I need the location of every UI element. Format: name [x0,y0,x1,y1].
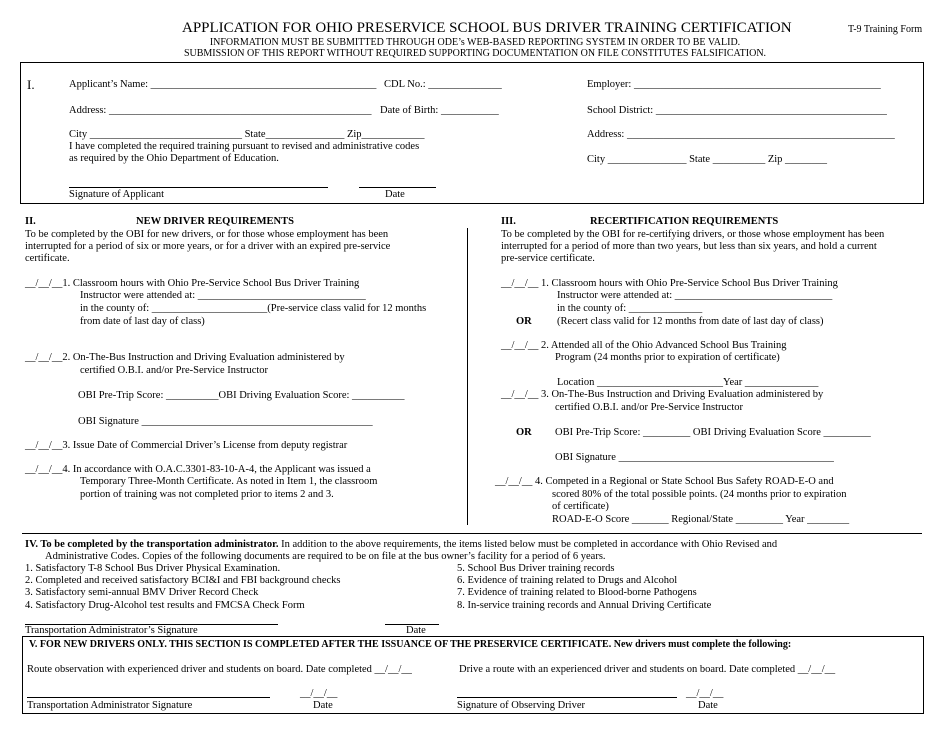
section-5-driver-date-label: Date [698,700,718,711]
section-5-admin-signature-label: Transportation Administrator Signature [27,700,193,711]
recert-item-2-detail: Program (24 months prior to expiration of certificate) [555,352,780,363]
drive-route-field[interactable]: Drive a route with an experienced driver and students on board. Date completed __/__/__ [459,664,836,675]
requirement-item-6: 6. Evidence of training related to Drugs and Alcohol [457,575,678,586]
header-line-2: SUBMISSION OF THIS REPORT WITHOUT REQUIRED SUPPORTING DOCUMENTATION ON FILE CONSTITUTES FALSIFICATION. [183,48,767,59]
requirement-item-4: 4. Satisfactory Drug-Alcohol test results and FMCSA Check Form [25,600,305,611]
admin-date-label: Date [406,625,426,636]
new-driver-obi-scores[interactable]: OBI Pre-Trip Score: __________OBI Driving Evaluation Score: __________ [78,390,405,401]
recert-item-1[interactable]: __/__/__ 1. Classroom hours with Ohio Pre-Service School Bus Driver Training [501,278,838,289]
observing-driver-signature-line[interactable] [457,697,677,698]
section-4-lead: IV. To be completed by the transportation administrator. [25,539,279,550]
section-5-admin-date-field[interactable]: __/__/__ [300,688,338,699]
column-divider [467,228,468,525]
recert-item-3-detail: certified O.B.I. and/or Pre-Service Instructor [555,402,744,413]
date-of-birth-field[interactable]: Date of Birth: ___________ [380,105,499,116]
section-2-intro-3: certificate. [25,253,70,264]
new-driver-item-1-instructor[interactable]: Instructor were attended at: ________________________________ [80,290,366,301]
requirement-item-2: 2. Completed and received satisfactory BCI&I and FBI background checks [25,575,341,586]
section-3-intro-3: pre-service certificate. [501,253,595,264]
recert-or-1: OR [516,316,532,327]
cdl-number-field[interactable]: CDL No.: ______________ [384,79,502,90]
recert-item-4[interactable]: __/__/__ 4. Competed in a Regional or State School Bus Safety ROAD-E-O and [495,476,834,487]
employer-city-state-zip-field[interactable]: City _______________ State __________ Zip ________ [587,154,828,165]
header-line-1: INFORMATION MUST BE SUBMITTED THROUGH ODE’s WEB-BASED REPORTING SYSTEM IN ORDER TO BE VALID. [209,37,741,48]
recert-item-3[interactable]: __/__/__ 3. On-The-Bus Instruction and Driving Evaluation administered by [501,389,824,400]
recert-item-4-line-3: of certificate) [552,501,609,512]
section-3-number: III. [501,216,516,227]
recert-obi-signature[interactable]: OBI Signature _________________________________________ [555,452,834,463]
recert-location-year[interactable]: Location ________________________Year ______________ [557,377,819,388]
new-driver-item-3[interactable]: __/__/__3. Issue Date of Commercial Driver’s License from deputy registrar [25,440,348,451]
applicant-name-field[interactable]: Applicant’s Name: ___________________________________________ [69,79,377,90]
employer-address-field[interactable]: Address: ___________________________________________________ [587,129,895,140]
section-2-intro-1: To be completed by the OBI for new drivers, or for those whose employment has been [25,229,389,240]
recert-item-2[interactable]: __/__/__ 2. Attended all of the Ohio Advanced School Bus Training [501,340,787,351]
section-5-driver-date-field[interactable]: __/__/__ [686,688,724,699]
route-observation-field[interactable]: Route observation with experienced driver and students on board. Date completed __/__/__ [27,664,412,675]
section-4-intro-rest: In addition to the above requirements, the items listed below must be completed in accordance with Ohio Revised and [278,539,778,550]
requirement-item-1: 1. Satisfactory T-8 School Bus Driver Physical Examination. [25,563,281,574]
section-2-heading: NEW DRIVER REQUIREMENTS [136,216,294,227]
form-title: APPLICATION FOR OHIO PRESERVICE SCHOOL BUS DRIVER TRAINING CERTIFICATION [182,20,792,36]
section-4-intro-1 [25,539,777,551]
requirement-item-7: 7. Evidence of training related to Blood-borne Pathogens [457,587,697,598]
applicant-signature-line[interactable] [69,187,328,188]
section-4-top-rule [22,533,922,534]
applicant-signature-label: Signature of Applicant [69,189,165,200]
employer-field[interactable]: Employer: _______________________________________________ [587,79,881,90]
recert-roadeo-fields[interactable]: ROAD-E-O Score _______ Regional/State _________ Year ________ [552,514,850,525]
new-driver-item-4-line-2: Temporary Three-Month Certificate. As noted in Item 1, the classroom [80,476,378,487]
new-driver-item-1-note: from date of last day of class) [80,316,205,327]
certification-statement-2: as required by the Ohio Department of Education. [69,153,279,164]
applicant-address-field[interactable]: Address: __________________________________________________ [69,105,372,116]
section-2-intro-2: interrupted for a period of six or more years, or for a driver with an expired pre-service [25,241,391,252]
recert-item-1-note: (Recert class valid for 12 months from date of last day of class) [557,316,824,327]
applicant-city-state-zip-field[interactable]: City _____________________________ State_______________ Zip____________ [69,129,425,140]
section-4-intro-2: Administrative Codes. Copies of the following documents are required to be on file at the bus owner’s facility for a period of 6 years. [45,551,606,562]
new-driver-item-1[interactable]: __/__/__1. Classroom hours with Ohio Pre-Service School Bus Driver Training [25,278,360,289]
new-driver-item-4[interactable]: __/__/__4. In accordance with O.A.C.3301-83-10-A-4, the Applicant was issued a [25,464,371,475]
section-3-heading: RECERTIFICATION REQUIREMENTS [590,216,779,227]
new-driver-item-2-detail: certified O.B.I. and/or Pre-Service Instructor [80,365,269,376]
recert-item-1-instructor[interactable]: Instructor were attended at: ______________________________ [557,290,833,301]
new-driver-item-4-line-3: portion of training was not completed prior to items 2 and 3. [80,489,334,500]
section-1-number: I. [27,77,35,92]
new-driver-item-2[interactable]: __/__/__2. On-The-Bus Instruction and Driving Evaluation administered by [25,352,345,363]
section-5-admin-signature-line[interactable] [27,697,270,698]
recert-or-2: OR [516,427,532,438]
new-driver-item-1-county[interactable]: in the county of: ______________________(Pre-service class valid for 12 months [80,303,427,314]
admin-signature-label: Transportation Administrator’s Signature [25,625,198,636]
section-5-admin-date-label: Date [313,700,333,711]
section-3-intro-2: interrupted for a period of more than two years, but less than six years, and hold a current [501,241,877,252]
observing-driver-signature-label: Signature of Observing Driver [457,700,586,711]
recert-item-1-county[interactable]: in the county of: ______________ [557,303,703,314]
school-district-field[interactable]: School District: ____________________________________________ [587,105,887,116]
recert-obi-scores[interactable]: OBI Pre-Trip Score: _________ OBI Driving Evaluation Score _________ [555,427,871,438]
section-5-heading: V. FOR NEW DRIVERS ONLY. THIS SECTION IS COMPLETED AFTER THE ISSUANCE OF THE PRESERVICE CERTIFICATE. New drivers must complete the following: [29,639,792,650]
section-2-number: II. [25,216,36,227]
requirement-item-5: 5. School Bus Driver training records [457,563,615,574]
new-driver-obi-signature[interactable]: OBI Signature ____________________________________________ [78,416,373,427]
requirement-item-8: 8. In-service training records and Annual Driving Certificate [457,600,712,611]
applicant-date-label: Date [385,189,405,200]
applicant-date-line[interactable] [359,187,436,188]
recert-item-4-line-2: scored 80% of the total possible points. (24 months prior to expiration [552,489,847,500]
form-id: T-9 Training Form [848,24,923,35]
requirement-item-3: 3. Satisfactory semi-annual BMV Driver Record Check [25,587,259,598]
certification-statement-1: I have completed the required training pursuant to revised and administrative codes [69,141,420,152]
section-3-intro-1: To be completed by the OBI for re-certifying drivers, or those whose employment has been [501,229,885,240]
